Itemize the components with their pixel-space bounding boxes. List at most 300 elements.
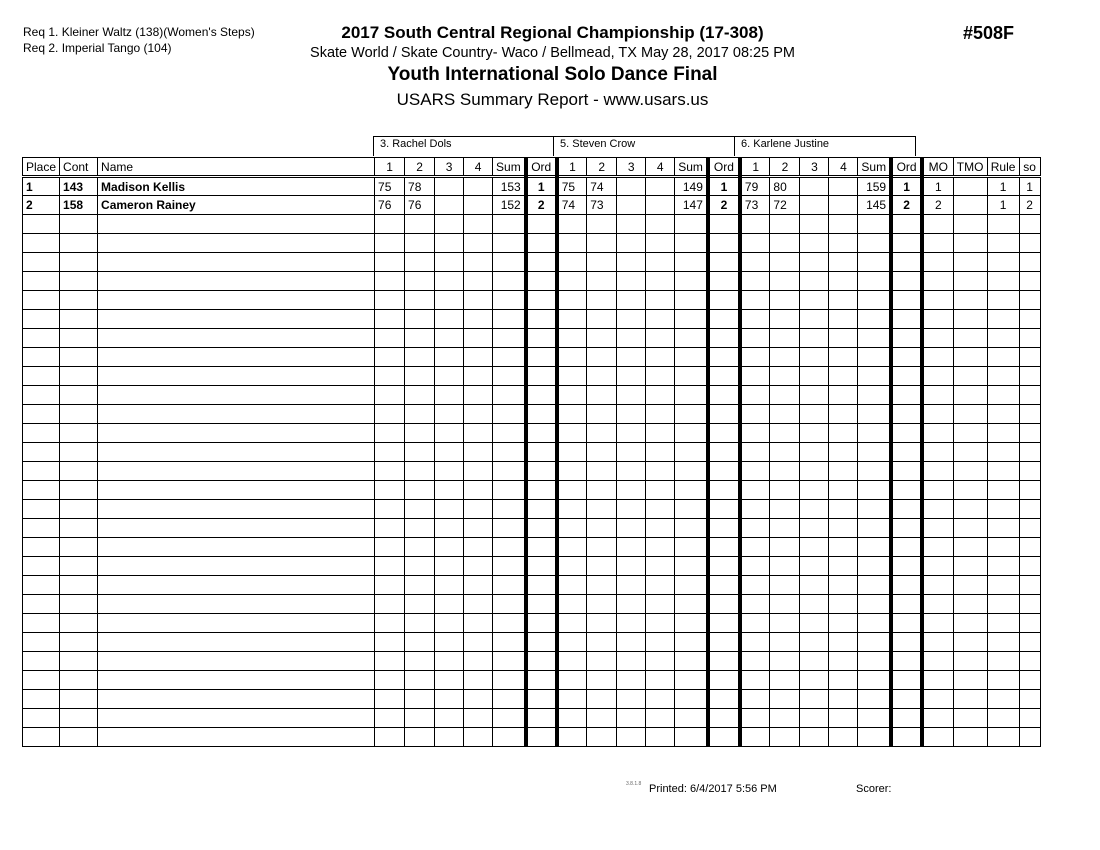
empty-cell xyxy=(770,462,800,481)
empty-cell xyxy=(953,614,987,633)
empty-cell xyxy=(646,462,675,481)
empty-cell xyxy=(435,576,464,595)
empty-cell xyxy=(675,633,708,652)
empty-cell xyxy=(60,443,98,462)
empty-cell xyxy=(557,538,587,557)
j3-score-4 xyxy=(829,177,858,196)
empty-cell xyxy=(1019,671,1040,690)
empty-cell xyxy=(526,614,557,633)
empty-cell xyxy=(675,671,708,690)
empty-cell xyxy=(23,405,60,424)
empty-cell xyxy=(405,291,435,310)
empty-cell xyxy=(526,500,557,519)
empty-cell xyxy=(23,709,60,728)
empty-cell xyxy=(858,424,891,443)
empty-cell xyxy=(464,690,493,709)
empty-cell xyxy=(953,348,987,367)
empty-cell xyxy=(858,367,891,386)
empty-cell xyxy=(675,538,708,557)
empty-cell xyxy=(435,519,464,538)
empty-cell xyxy=(617,291,646,310)
empty-cell xyxy=(858,405,891,424)
empty-cell xyxy=(405,709,435,728)
empty-cell xyxy=(675,234,708,253)
empty-cell xyxy=(617,519,646,538)
empty-cell xyxy=(891,443,922,462)
empty-cell xyxy=(987,614,1019,633)
empty-cell xyxy=(829,557,858,576)
empty-cell xyxy=(375,709,405,728)
empty-cell xyxy=(587,424,617,443)
empty-cell xyxy=(557,215,587,234)
empty-cell xyxy=(987,652,1019,671)
empty-cell xyxy=(435,690,464,709)
empty-cell xyxy=(675,310,708,329)
empty-cell xyxy=(526,462,557,481)
empty-row xyxy=(23,633,1041,652)
empty-cell xyxy=(60,386,98,405)
empty-cell xyxy=(405,234,435,253)
j2-sum: 149 xyxy=(675,177,708,196)
cont: 143 xyxy=(60,177,98,196)
empty-cell xyxy=(953,424,987,443)
empty-cell xyxy=(987,424,1019,443)
empty-row xyxy=(23,690,1041,709)
empty-cell xyxy=(800,481,829,500)
empty-cell xyxy=(953,671,987,690)
judge-header-1: 3. Rachel Dols xyxy=(373,136,554,156)
empty-cell xyxy=(675,576,708,595)
empty-cell xyxy=(60,576,98,595)
empty-cell xyxy=(829,329,858,348)
empty-cell xyxy=(708,348,740,367)
so: 1 xyxy=(1019,177,1040,196)
empty-cell xyxy=(23,576,60,595)
empty-cell xyxy=(770,253,800,272)
empty-cell xyxy=(493,538,526,557)
empty-cell xyxy=(98,595,375,614)
empty-cell xyxy=(829,272,858,291)
empty-cell xyxy=(740,272,770,291)
empty-cell xyxy=(464,671,493,690)
j1-score-2: 76 xyxy=(405,196,435,215)
empty-cell xyxy=(526,291,557,310)
empty-cell xyxy=(464,500,493,519)
empty-cell xyxy=(23,348,60,367)
empty-cell xyxy=(60,291,98,310)
header-j3-2: 2 xyxy=(770,158,800,177)
empty-cell xyxy=(1019,576,1040,595)
judge-header-3: 6. Karlene Justine xyxy=(734,136,916,156)
j3-score-2: 80 xyxy=(770,177,800,196)
empty-cell xyxy=(675,272,708,291)
j2-score-1: 74 xyxy=(557,196,587,215)
empty-cell xyxy=(557,234,587,253)
empty-cell xyxy=(526,386,557,405)
empty-cell xyxy=(891,272,922,291)
empty-cell xyxy=(587,671,617,690)
empty-cell xyxy=(646,671,675,690)
empty-cell xyxy=(858,481,891,500)
empty-cell xyxy=(675,614,708,633)
j2-score-4 xyxy=(646,196,675,215)
empty-cell xyxy=(829,348,858,367)
empty-cell xyxy=(675,690,708,709)
empty-cell xyxy=(587,633,617,652)
empty-cell xyxy=(646,614,675,633)
empty-cell xyxy=(526,215,557,234)
empty-cell xyxy=(740,405,770,424)
empty-cell xyxy=(405,557,435,576)
empty-cell xyxy=(375,671,405,690)
empty-cell xyxy=(829,405,858,424)
empty-cell xyxy=(922,728,953,747)
empty-cell xyxy=(953,538,987,557)
empty-cell xyxy=(98,481,375,500)
column-header-row xyxy=(23,158,1041,177)
empty-cell xyxy=(557,329,587,348)
tmo xyxy=(953,196,987,215)
j3-sum: 159 xyxy=(858,177,891,196)
empty-cell xyxy=(526,671,557,690)
j2-score-3 xyxy=(617,196,646,215)
empty-cell xyxy=(858,519,891,538)
empty-cell xyxy=(23,291,60,310)
empty-cell xyxy=(405,500,435,519)
empty-cell xyxy=(405,481,435,500)
empty-cell xyxy=(23,481,60,500)
empty-cell xyxy=(922,310,953,329)
empty-cell xyxy=(405,253,435,272)
empty-cell xyxy=(557,481,587,500)
empty-cell xyxy=(740,557,770,576)
empty-cell xyxy=(675,481,708,500)
empty-cell xyxy=(800,671,829,690)
empty-cell xyxy=(375,595,405,614)
empty-row xyxy=(23,253,1041,272)
empty-cell xyxy=(1019,386,1040,405)
empty-cell xyxy=(646,633,675,652)
empty-cell xyxy=(675,348,708,367)
j3-ord: 1 xyxy=(891,177,922,196)
empty-cell xyxy=(922,652,953,671)
empty-cell xyxy=(464,595,493,614)
empty-cell xyxy=(740,576,770,595)
empty-cell xyxy=(375,519,405,538)
empty-cell xyxy=(1019,709,1040,728)
empty-cell xyxy=(617,709,646,728)
empty-cell xyxy=(922,234,953,253)
empty-cell xyxy=(587,367,617,386)
empty-cell xyxy=(740,633,770,652)
empty-cell xyxy=(557,576,587,595)
empty-cell xyxy=(922,291,953,310)
empty-cell xyxy=(708,690,740,709)
empty-cell xyxy=(557,557,587,576)
empty-cell xyxy=(829,671,858,690)
empty-cell xyxy=(493,690,526,709)
j3-ord: 2 xyxy=(891,196,922,215)
empty-cell xyxy=(375,386,405,405)
empty-cell xyxy=(800,443,829,462)
j3-score-3 xyxy=(800,196,829,215)
empty-cell xyxy=(493,652,526,671)
empty-cell xyxy=(405,215,435,234)
empty-cell xyxy=(922,633,953,652)
empty-row xyxy=(23,443,1041,462)
empty-cell xyxy=(800,462,829,481)
empty-cell xyxy=(800,367,829,386)
mo: 1 xyxy=(922,177,953,196)
header-j2-3: 3 xyxy=(617,158,646,177)
empty-cell xyxy=(987,234,1019,253)
header-j1-1: 1 xyxy=(375,158,405,177)
empty-cell xyxy=(464,462,493,481)
empty-cell xyxy=(60,690,98,709)
header-j2-ord: Ord xyxy=(708,158,740,177)
empty-cell xyxy=(891,690,922,709)
empty-cell xyxy=(435,405,464,424)
j1-score-3 xyxy=(435,196,464,215)
place: 2 xyxy=(23,196,60,215)
empty-cell xyxy=(708,234,740,253)
empty-cell xyxy=(953,386,987,405)
empty-cell xyxy=(953,272,987,291)
empty-cell xyxy=(557,462,587,481)
empty-cell xyxy=(858,272,891,291)
empty-cell xyxy=(23,424,60,443)
empty-cell xyxy=(987,633,1019,652)
empty-cell xyxy=(953,329,987,348)
empty-cell xyxy=(1019,405,1040,424)
empty-cell xyxy=(98,633,375,652)
empty-cell xyxy=(675,595,708,614)
empty-cell xyxy=(405,614,435,633)
empty-row xyxy=(23,348,1041,367)
empty-cell xyxy=(829,310,858,329)
empty-cell xyxy=(646,253,675,272)
empty-cell xyxy=(98,272,375,291)
empty-cell xyxy=(464,215,493,234)
empty-cell xyxy=(891,386,922,405)
empty-cell xyxy=(891,652,922,671)
empty-cell xyxy=(770,329,800,348)
header-mo: MO xyxy=(922,158,953,177)
empty-cell xyxy=(405,462,435,481)
empty-cell xyxy=(770,272,800,291)
empty-row xyxy=(23,462,1041,481)
empty-cell xyxy=(98,728,375,747)
empty-cell xyxy=(557,405,587,424)
empty-cell xyxy=(740,215,770,234)
empty-cell xyxy=(1019,234,1040,253)
empty-cell xyxy=(740,519,770,538)
empty-row xyxy=(23,310,1041,329)
empty-cell xyxy=(23,690,60,709)
empty-cell xyxy=(493,367,526,386)
empty-cell xyxy=(800,614,829,633)
empty-cell xyxy=(23,272,60,291)
empty-cell xyxy=(587,253,617,272)
empty-cell xyxy=(375,291,405,310)
empty-cell xyxy=(708,519,740,538)
empty-cell xyxy=(375,652,405,671)
empty-cell xyxy=(405,652,435,671)
empty-cell xyxy=(23,443,60,462)
empty-cell xyxy=(922,500,953,519)
empty-cell xyxy=(557,253,587,272)
empty-cell xyxy=(953,291,987,310)
empty-cell xyxy=(587,576,617,595)
empty-cell xyxy=(526,272,557,291)
tmo xyxy=(953,177,987,196)
empty-cell xyxy=(891,367,922,386)
j1-ord: 2 xyxy=(526,196,557,215)
empty-cell xyxy=(60,253,98,272)
empty-cell xyxy=(375,405,405,424)
empty-cell xyxy=(800,234,829,253)
empty-cell xyxy=(557,595,587,614)
empty-cell xyxy=(953,500,987,519)
empty-cell xyxy=(675,652,708,671)
empty-cell xyxy=(98,405,375,424)
empty-cell xyxy=(464,329,493,348)
empty-cell xyxy=(953,234,987,253)
empty-row xyxy=(23,671,1041,690)
empty-cell xyxy=(1019,253,1040,272)
header-j2-1: 1 xyxy=(557,158,587,177)
empty-cell xyxy=(405,728,435,747)
empty-cell xyxy=(435,709,464,728)
empty-cell xyxy=(464,386,493,405)
empty-cell xyxy=(587,652,617,671)
empty-cell xyxy=(740,348,770,367)
empty-cell xyxy=(708,462,740,481)
empty-cell xyxy=(493,633,526,652)
scorer-label: Scorer: xyxy=(856,783,892,795)
empty-cell xyxy=(435,215,464,234)
empty-cell xyxy=(800,728,829,747)
empty-cell xyxy=(922,386,953,405)
empty-cell xyxy=(646,481,675,500)
empty-cell xyxy=(493,462,526,481)
empty-cell xyxy=(617,614,646,633)
empty-cell xyxy=(891,500,922,519)
empty-cell xyxy=(987,500,1019,519)
empty-cell xyxy=(858,614,891,633)
empty-cell xyxy=(493,234,526,253)
empty-cell xyxy=(617,557,646,576)
empty-cell xyxy=(800,576,829,595)
empty-cell xyxy=(405,348,435,367)
empty-cell xyxy=(375,633,405,652)
empty-cell xyxy=(829,253,858,272)
empty-cell xyxy=(375,424,405,443)
empty-cell xyxy=(557,386,587,405)
empty-cell xyxy=(493,386,526,405)
empty-cell xyxy=(23,595,60,614)
judge-header-2: 5. Steven Crow xyxy=(553,136,735,156)
empty-cell xyxy=(675,500,708,519)
empty-cell xyxy=(740,500,770,519)
empty-cell xyxy=(646,291,675,310)
empty-cell xyxy=(858,253,891,272)
empty-cell xyxy=(526,329,557,348)
empty-cell xyxy=(375,538,405,557)
empty-cell xyxy=(646,348,675,367)
empty-cell xyxy=(587,310,617,329)
empty-row xyxy=(23,329,1041,348)
empty-cell xyxy=(800,538,829,557)
empty-cell xyxy=(1019,348,1040,367)
empty-cell xyxy=(435,386,464,405)
empty-cell xyxy=(98,519,375,538)
empty-cell xyxy=(464,253,493,272)
empty-cell xyxy=(1019,500,1040,519)
empty-cell xyxy=(493,424,526,443)
empty-cell xyxy=(526,728,557,747)
empty-cell xyxy=(23,310,60,329)
empty-cell xyxy=(708,500,740,519)
empty-cell xyxy=(987,386,1019,405)
empty-cell xyxy=(891,595,922,614)
empty-cell xyxy=(60,538,98,557)
empty-cell xyxy=(435,234,464,253)
empty-cell xyxy=(708,576,740,595)
empty-cell xyxy=(23,557,60,576)
empty-cell xyxy=(435,462,464,481)
empty-cell xyxy=(891,519,922,538)
j3-score-1: 79 xyxy=(740,177,770,196)
empty-cell xyxy=(740,329,770,348)
empty-cell xyxy=(60,348,98,367)
empty-cell xyxy=(23,329,60,348)
results-table xyxy=(22,157,1041,747)
empty-cell xyxy=(617,272,646,291)
empty-cell xyxy=(493,614,526,633)
empty-cell xyxy=(464,728,493,747)
empty-cell xyxy=(770,557,800,576)
empty-cell xyxy=(675,557,708,576)
empty-cell xyxy=(464,614,493,633)
empty-cell xyxy=(557,443,587,462)
empty-cell xyxy=(375,234,405,253)
empty-cell xyxy=(1019,462,1040,481)
empty-cell xyxy=(493,405,526,424)
j3-sum: 145 xyxy=(858,196,891,215)
empty-cell xyxy=(23,538,60,557)
empty-cell xyxy=(987,519,1019,538)
empty-cell xyxy=(405,671,435,690)
empty-row xyxy=(23,386,1041,405)
empty-cell xyxy=(987,329,1019,348)
empty-cell xyxy=(617,500,646,519)
empty-cell xyxy=(740,709,770,728)
empty-cell xyxy=(800,709,829,728)
empty-cell xyxy=(405,424,435,443)
empty-cell xyxy=(829,633,858,652)
empty-cell xyxy=(464,310,493,329)
empty-cell xyxy=(953,443,987,462)
place: 1 xyxy=(23,177,60,196)
empty-cell xyxy=(60,595,98,614)
empty-cell xyxy=(587,481,617,500)
header-rule: Rule xyxy=(987,158,1019,177)
empty-cell xyxy=(493,272,526,291)
empty-cell xyxy=(675,329,708,348)
empty-cell xyxy=(587,690,617,709)
empty-cell xyxy=(740,462,770,481)
